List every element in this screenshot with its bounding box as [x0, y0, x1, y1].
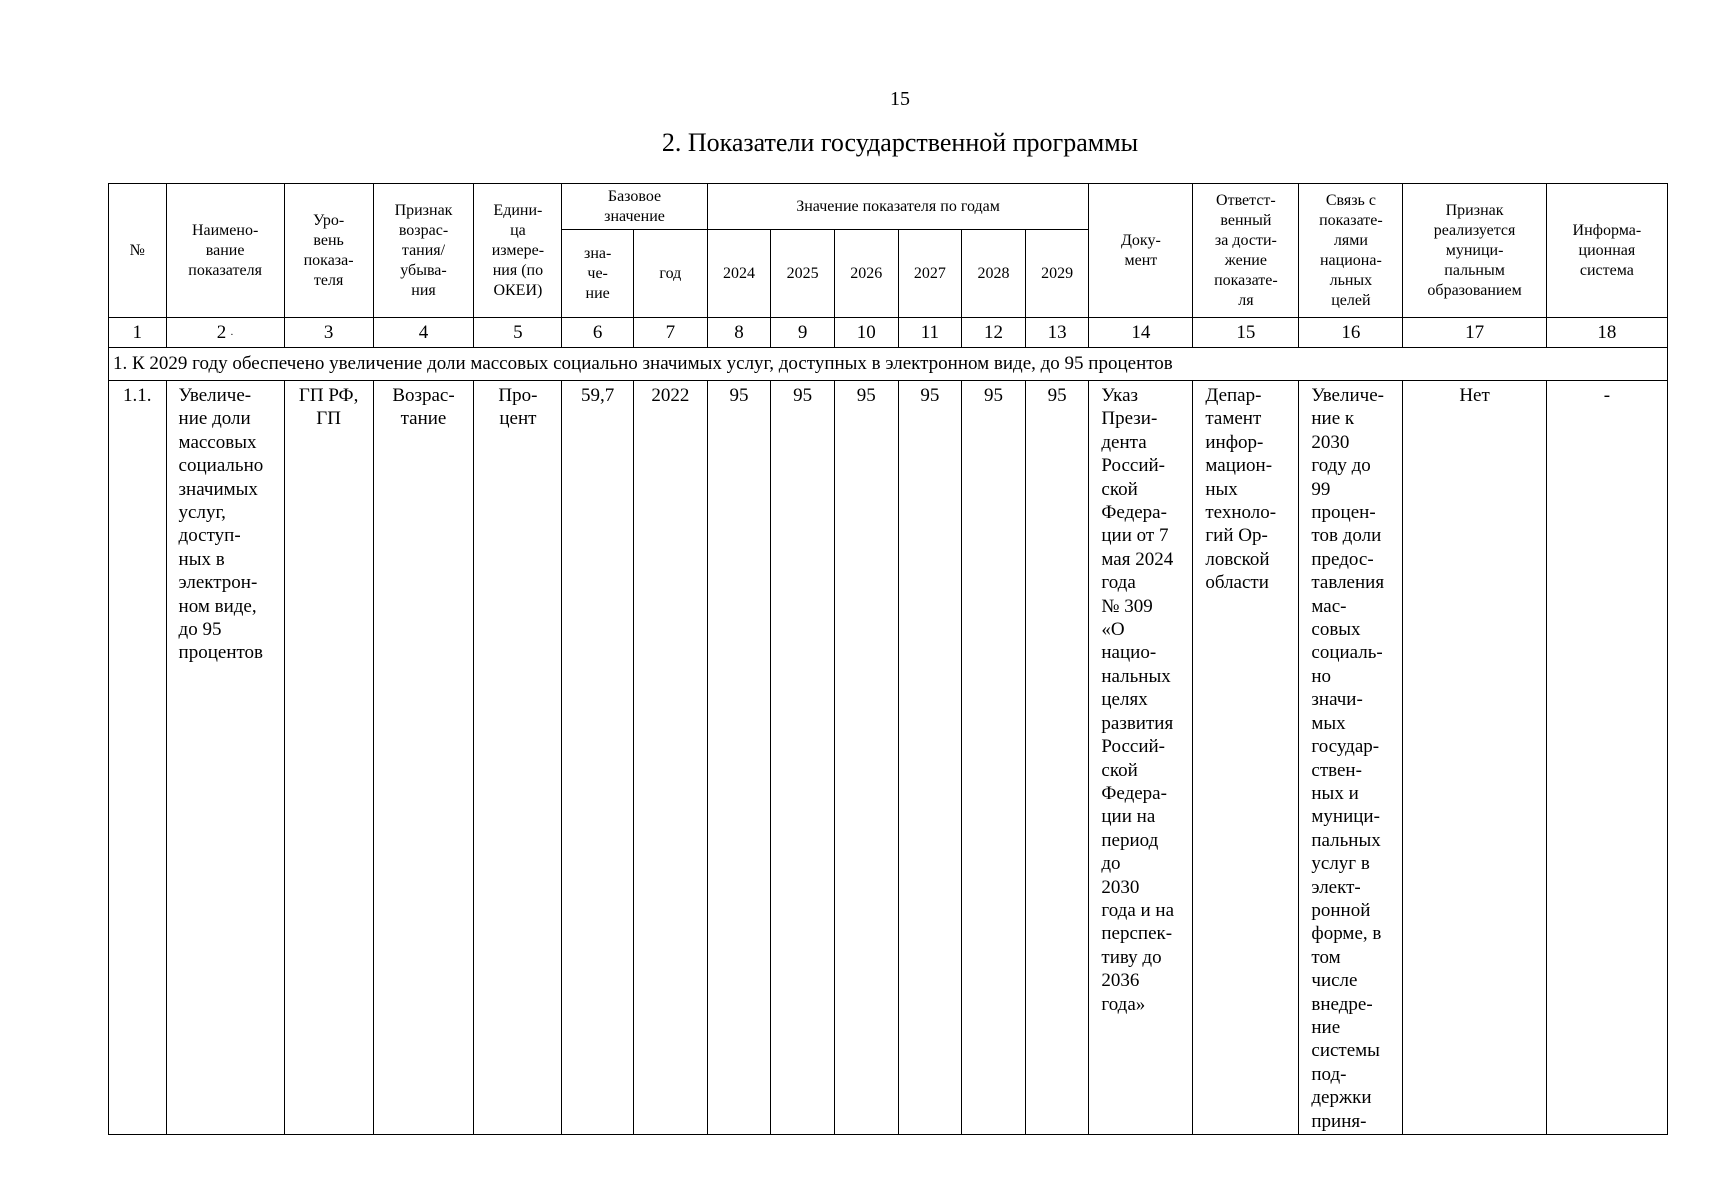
- header-base-value: зна- че- ние: [562, 230, 634, 318]
- municipal-cell: Нет: [1403, 381, 1546, 1135]
- value-2029: 95: [1025, 381, 1089, 1135]
- header-year-2027: 2027: [898, 230, 962, 318]
- value-2028: 95: [962, 381, 1026, 1135]
- column-number: 16: [1299, 318, 1403, 348]
- indicator-unit: Про- цент: [474, 381, 562, 1135]
- column-number: 15: [1193, 318, 1299, 348]
- column-number: 11: [898, 318, 962, 348]
- goal-row: [109, 348, 1668, 381]
- column-number: 10: [834, 318, 898, 348]
- header-name: Наимено- вание показателя: [166, 184, 284, 318]
- header-sign: Признак возрас- тания/ убыва- ния: [373, 184, 474, 318]
- header-year-2028: 2028: [962, 230, 1026, 318]
- header-year-2029: 2029: [1025, 230, 1089, 318]
- column-number: 3: [284, 318, 373, 348]
- goal-text: 1. К 2029 году обеспечено увеличение доли массовых социально значимых услуг, доступных в электронном виде, до 95 процентов: [109, 348, 1668, 381]
- header-municipal: Признак реализуется муници- пальным образованием: [1403, 184, 1546, 318]
- indicator-name: Увеличе- ние доли массовых социально значимых услуг, доступ- ных в электрон- ном виде, до 95 процентов: [166, 381, 284, 1135]
- national-goals-link-cell: Увеличе- ние к 2030 году до 99 процен- тов доли предос- тавления мас- совых социаль- но значи- мых государ- ствен- ных и муници- пальных услуг в элект- ронной форме, в том числе внедре- ние системы под- держки приня-: [1299, 381, 1403, 1135]
- header-year-2024: 2024: [707, 230, 771, 318]
- value-2024: 95: [707, 381, 771, 1135]
- header-base-year: год: [634, 230, 708, 318]
- column-number: 4: [373, 318, 474, 348]
- header-info-system: Информа- ционная система: [1546, 184, 1667, 318]
- header-link: Связь с показате- лями национа- льных целей: [1299, 184, 1403, 318]
- header-year-2026: 2026: [834, 230, 898, 318]
- value-2026: 95: [834, 381, 898, 1135]
- indicator-sign: Возрас- тание: [373, 381, 474, 1135]
- document-cell: Указ Прези- дента Россий- ской Федера- ции от 7 мая 2024 года № 309 «О нацио- нальных целях развития Россий- ской Федера- ции на период до 2030 года и на перспек- тиву до 2036 года»: [1089, 381, 1193, 1135]
- value-2025: 95: [771, 381, 835, 1135]
- column-number-row: [109, 318, 1668, 348]
- column-number: 9: [771, 318, 835, 348]
- column-number: 5: [474, 318, 562, 348]
- column-number: 1: [109, 318, 167, 348]
- header-year-2025: 2025: [771, 230, 835, 318]
- responsible-cell: Депар- тамент инфор- мацион- ных техноло- гий Ор- ловской области: [1193, 381, 1299, 1135]
- header-no: №: [109, 184, 167, 318]
- header-responsible: Ответст- венный за дости- жение показате- ля: [1193, 184, 1299, 318]
- column-number: 6: [562, 318, 634, 348]
- page-number: 15: [890, 88, 910, 110]
- column-number: 8: [707, 318, 771, 348]
- header-document: Доку- мент: [1089, 184, 1193, 318]
- header-base: Базовое значение: [562, 184, 707, 230]
- header-unit: Едини- ца измере- ния (по ОКЕИ): [474, 184, 562, 318]
- indicators-table: [108, 183, 1668, 1135]
- base-value: 59,7: [562, 381, 634, 1135]
- column-number: 13: [1025, 318, 1089, 348]
- column-number: 18: [1546, 318, 1667, 348]
- indicator-row: [109, 381, 1668, 1135]
- column-number: 7: [634, 318, 708, 348]
- header-row-1: [109, 184, 1668, 230]
- document-title: 2. Показатели государственной программы: [661, 128, 1139, 157]
- indicator-level: ГП РФ, ГП: [284, 381, 373, 1135]
- column-number: 14: [1089, 318, 1193, 348]
- column-number: 12: [962, 318, 1026, 348]
- column-number: 2 ·: [166, 318, 284, 348]
- base-year: 2022: [634, 381, 708, 1135]
- column-number: 17: [1403, 318, 1546, 348]
- row-number: 1.1.: [109, 381, 167, 1135]
- info-system-cell: -: [1546, 381, 1667, 1135]
- value-2027: 95: [898, 381, 962, 1135]
- header-level: Уро- вень показа- теля: [284, 184, 373, 318]
- header-by-years: Значение показателя по годам: [707, 184, 1089, 230]
